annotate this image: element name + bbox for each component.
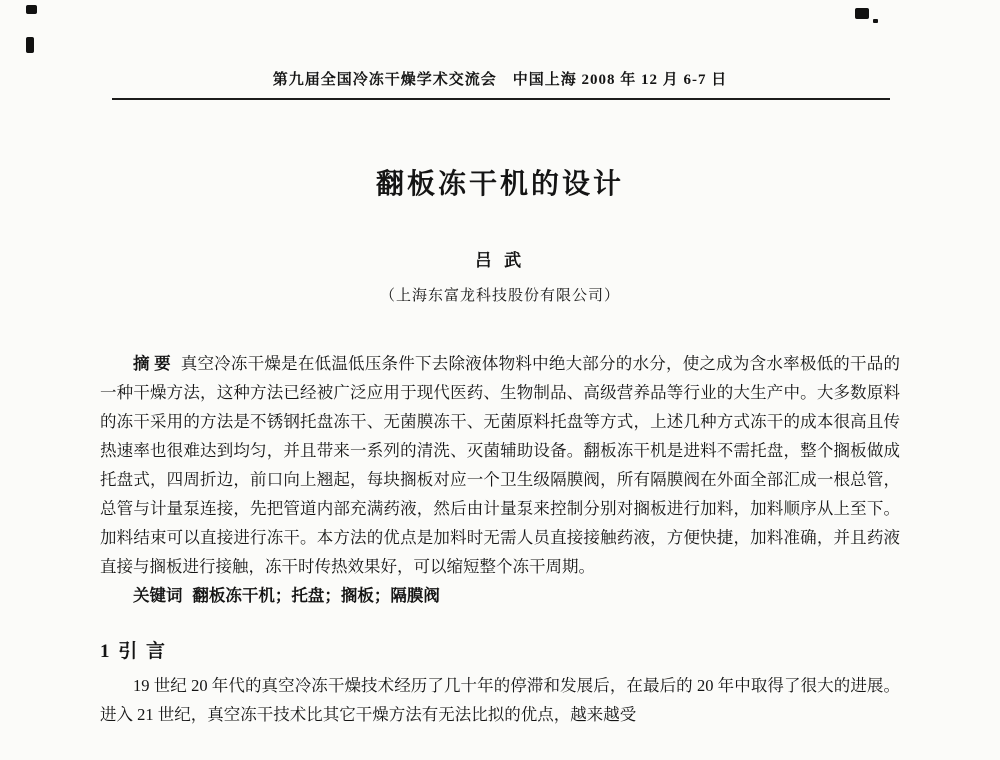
keywords-label: 关键词	[133, 586, 183, 605]
abstract-paragraph	[100, 349, 900, 581]
paper-title: 翻板冻干机的设计	[375, 169, 624, 200]
section-1-paragraph: 19 世纪 20 年代的真空冷冻干燥技术经历了几十年的停滞和发展后，在最后的 20 年中取得了很大的进展。进入 21 世纪，真空冻干技术比其它干燥方法有无法比拟的优点，越来越受	[100, 676, 900, 724]
section-1-heading: 1 引 言	[100, 641, 168, 662]
page-content	[100, 0, 900, 729]
keywords-line	[100, 581, 900, 610]
header-divider	[112, 98, 890, 100]
author-name: 吕 武	[474, 251, 526, 270]
scan-artifact	[26, 37, 34, 53]
author-affiliation: （上海东富龙科技股份有限公司）	[379, 288, 620, 304]
scan-artifact	[26, 5, 37, 14]
abstract-label: 摘 要	[133, 354, 171, 373]
conference-header: 第九届全国冷冻干燥学术交流会 中国上海 2008 年 12 月 6-7 日	[272, 72, 728, 88]
abstract-text: 真空冷冻干燥是在低温低压条件下去除液体物料中绝大部分的水分，使之成为含水率极低的干品的一种干燥方法，这种方法已经被广泛应用于现代医药、生物制品、高级营养品等行业的大生产中。大多数原料的冻干采用的方法是不锈钢托盘冻干、无菌膜冻干、无菌原料托盘等方式，上述几种方式冻干的成本很高且传热速率也很难达到均匀，并且带来一系列的清洗、灭菌辅助设备。翻板冻干机是进料不需托盘，整个搁板做成托盘式，四周折边，前口向上翘起，每块搁板对应一个卫生级隔膜阀，所有隔膜阀在外面全部汇成一根总管，总管与计量泵连接，先把管道内部充满药液，然后由计量泵来控制分别对搁板进行加料，加料顺序从上至下。加料结束可以直接进行冻干。本方法的优点是加料时无需人员直接接触药液，方便快捷，加料准确，并且药液直接与搁板进行接触，冻干时传热效果好，可以缩短整个冻干周期。	[100, 354, 901, 576]
keywords-text: 翻板冻干机；托盘；搁板；隔膜阀	[192, 586, 440, 605]
